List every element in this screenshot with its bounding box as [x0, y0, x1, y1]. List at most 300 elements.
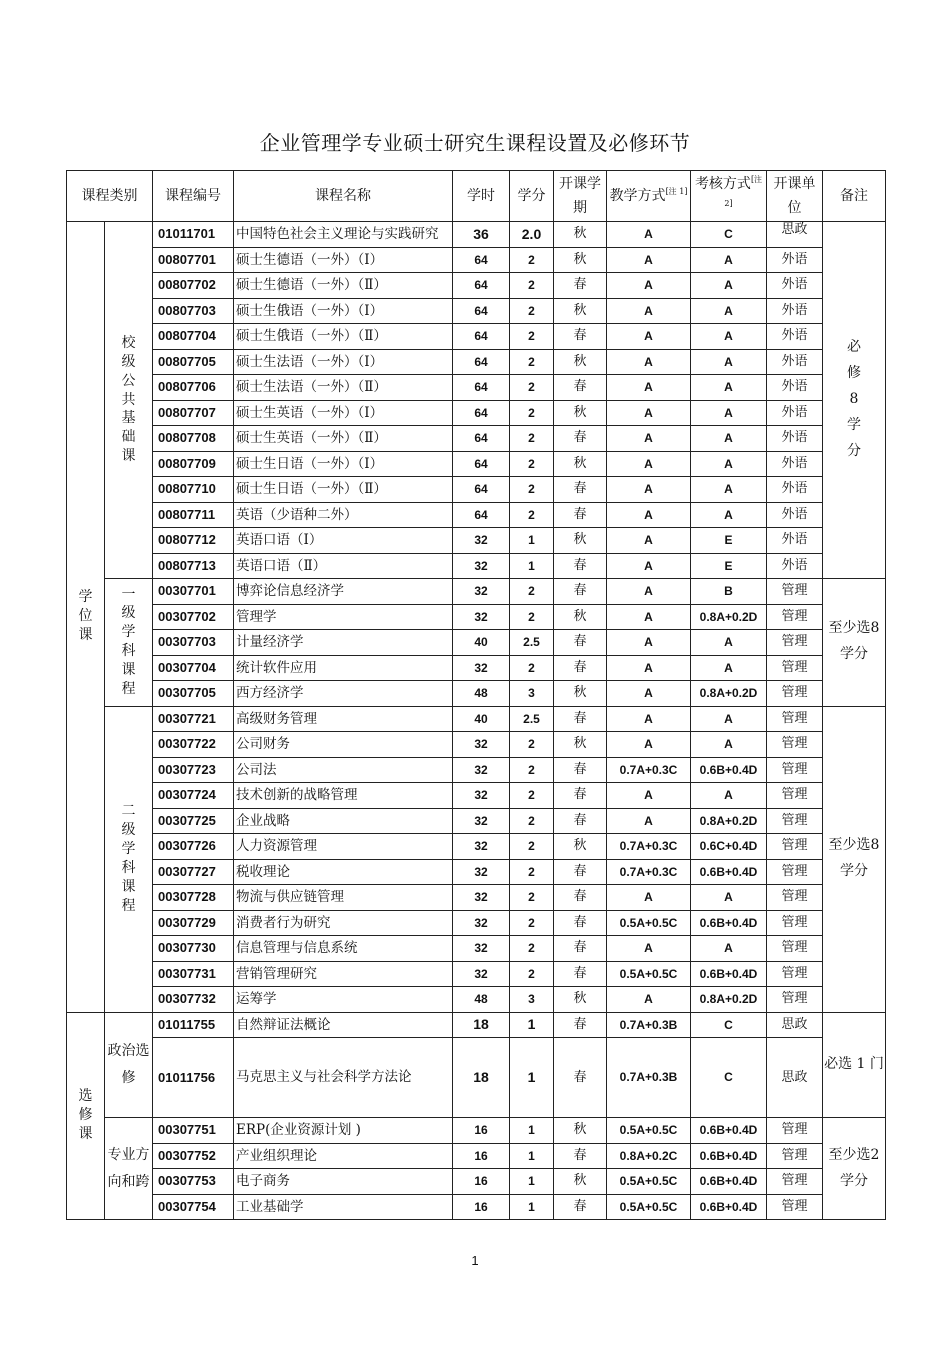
course-teach: A — [607, 885, 691, 911]
course-code: 00807703 — [153, 298, 234, 324]
course-hours: 32 — [453, 783, 510, 809]
course-credits: 2 — [510, 298, 554, 324]
course-unit: 管理 — [767, 834, 823, 860]
course-teach: 0.8A+0.2C — [607, 1143, 691, 1169]
course-table — [66, 170, 886, 1220]
course-term: 春 — [554, 655, 607, 681]
course-unit: 管理 — [767, 1143, 823, 1169]
course-teach: 0.7A+0.3B — [607, 1038, 691, 1118]
course-code: 00307729 — [153, 910, 234, 936]
course-row — [67, 885, 886, 911]
header-teach-label: 教学方式 — [609, 187, 666, 204]
course-term: 春 — [554, 936, 607, 962]
course-credits: 2 — [510, 451, 554, 477]
course-exam: A — [691, 400, 767, 426]
course-teach: A — [607, 936, 691, 962]
course-exam: A — [691, 783, 767, 809]
course-unit: 管理 — [767, 1118, 823, 1144]
course-unit: 管理 — [767, 706, 823, 732]
course-code: 00307701 — [153, 579, 234, 605]
course-credits: 2 — [510, 783, 554, 809]
course-row — [67, 528, 886, 554]
course-code: 01011701 — [153, 222, 234, 248]
course-hours: 32 — [453, 834, 510, 860]
course-unit: 管理 — [767, 936, 823, 962]
remark-politics: 必选 1 门 — [823, 1012, 886, 1118]
course-row — [67, 1194, 886, 1220]
course-name: 统计软件应用 — [234, 655, 453, 681]
course-row — [67, 553, 886, 579]
course-unit: 外语 — [767, 502, 823, 528]
course-credits: 2.0 — [510, 222, 554, 248]
course-exam: E — [691, 528, 767, 554]
course-row — [67, 1169, 886, 1195]
course-row — [67, 247, 886, 273]
course-name: 消费者行为研究 — [234, 910, 453, 936]
course-row — [67, 834, 886, 860]
course-hours: 36 — [453, 222, 510, 248]
course-teach: A — [607, 273, 691, 299]
course-term: 春 — [554, 885, 607, 911]
course-term: 秋 — [554, 247, 607, 273]
course-exam: 0.6B+0.4D — [691, 1118, 767, 1144]
course-term: 秋 — [554, 349, 607, 375]
course-hours: 16 — [453, 1143, 510, 1169]
course-name: 博弈论信息经济学 — [234, 579, 453, 605]
header-teach-note: [注 1] — [665, 186, 688, 196]
course-teach: 0.7A+0.3C — [607, 834, 691, 860]
course-credits: 1 — [510, 1143, 554, 1169]
course-row — [67, 298, 886, 324]
course-name: 英语口语（Ⅱ） — [234, 553, 453, 579]
course-unit: 外语 — [767, 400, 823, 426]
group-label: 二级学科课程 — [121, 803, 136, 914]
course-hours: 32 — [453, 910, 510, 936]
remark-second-level: 至少选8学分 — [823, 706, 886, 1012]
course-hours: 64 — [453, 375, 510, 401]
course-term: 秋 — [554, 604, 607, 630]
course-term: 秋 — [554, 834, 607, 860]
course-teach: 0.5A+0.5C — [607, 1194, 691, 1220]
header-exam-note: [注 2] — [724, 174, 763, 208]
course-name: 硕士生俄语（一外）（Ⅱ） — [234, 324, 453, 350]
course-name: 运筹学 — [234, 987, 453, 1013]
course-row — [67, 936, 886, 962]
course-hours: 64 — [453, 426, 510, 452]
course-teach: A — [607, 324, 691, 350]
course-exam: 0.8A+0.2D — [691, 808, 767, 834]
group-politics: 政治选修 — [105, 1012, 153, 1118]
course-term: 秋 — [554, 1169, 607, 1195]
course-credits: 2 — [510, 400, 554, 426]
header-hours: 学时 — [453, 171, 510, 222]
course-exam: 0.6B+0.4D — [691, 1194, 767, 1220]
course-exam: A — [691, 349, 767, 375]
course-credits: 2 — [510, 859, 554, 885]
course-hours: 16 — [453, 1169, 510, 1195]
course-row — [67, 1118, 886, 1144]
course-name: 西方经济学 — [234, 681, 453, 707]
course-unit: 管理 — [767, 783, 823, 809]
course-code: 00807706 — [153, 375, 234, 401]
course-credits: 2 — [510, 502, 554, 528]
header-category: 课程类别 — [67, 171, 153, 222]
course-name: 管理学 — [234, 604, 453, 630]
course-name: 企业战略 — [234, 808, 453, 834]
header-code: 课程编号 — [153, 171, 234, 222]
course-code: 00807711 — [153, 502, 234, 528]
course-hours: 16 — [453, 1194, 510, 1220]
course-exam: C — [691, 1012, 767, 1038]
course-teach: 0.5A+0.5C — [607, 961, 691, 987]
course-term: 春 — [554, 783, 607, 809]
course-hours: 18 — [453, 1038, 510, 1118]
course-credits: 2 — [510, 936, 554, 962]
course-term: 春 — [554, 706, 607, 732]
course-teach: A — [607, 579, 691, 605]
course-unit: 外语 — [767, 426, 823, 452]
course-exam: A — [691, 732, 767, 758]
course-exam: C — [691, 1038, 767, 1118]
course-code: 00307731 — [153, 961, 234, 987]
course-credits: 1 — [510, 528, 554, 554]
course-code: 00807709 — [153, 451, 234, 477]
course-hours: 64 — [453, 451, 510, 477]
course-row — [67, 706, 886, 732]
course-row — [67, 808, 886, 834]
course-exam: 0.6C+0.4D — [691, 834, 767, 860]
group-second-level — [105, 706, 153, 1012]
course-row — [67, 400, 886, 426]
course-row — [67, 451, 886, 477]
course-term: 春 — [554, 961, 607, 987]
group-degree — [67, 222, 105, 1013]
course-row — [67, 987, 886, 1013]
header-remark: 备注 — [823, 171, 886, 222]
course-row — [67, 502, 886, 528]
course-unit: 思政 — [767, 1012, 823, 1038]
group-label: 选修课 — [78, 1088, 93, 1143]
course-row — [67, 324, 886, 350]
header-teach — [607, 171, 691, 222]
course-hours: 18 — [453, 1012, 510, 1038]
remark-school-public: 必修8学分 — [823, 222, 886, 579]
course-unit: 管理 — [767, 757, 823, 783]
header-credits: 学分 — [510, 171, 554, 222]
course-teach: A — [607, 528, 691, 554]
group-major: 专业方向和跨 — [105, 1118, 153, 1220]
course-term: 秋 — [554, 451, 607, 477]
course-code: 01011756 — [153, 1038, 234, 1118]
course-term: 秋 — [554, 298, 607, 324]
course-hours: 32 — [453, 655, 510, 681]
course-hours: 16 — [453, 1118, 510, 1144]
remark-first-level: 至少选8学分 — [823, 579, 886, 707]
course-exam: 0.8A+0.2D — [691, 681, 767, 707]
course-credits: 2 — [510, 273, 554, 299]
course-term: 春 — [554, 324, 607, 350]
course-unit: 外语 — [767, 273, 823, 299]
course-exam: A — [691, 451, 767, 477]
course-hours: 32 — [453, 961, 510, 987]
course-teach: A — [607, 502, 691, 528]
course-term: 春 — [554, 1143, 607, 1169]
course-name: 信息管理与信息系统 — [234, 936, 453, 962]
course-hours: 32 — [453, 579, 510, 605]
course-unit: 管理 — [767, 604, 823, 630]
course-hours: 64 — [453, 502, 510, 528]
course-teach: A — [607, 553, 691, 579]
course-teach: A — [607, 681, 691, 707]
course-name: 硕士生英语（一外）（Ⅰ） — [234, 400, 453, 426]
course-name: 硕士生法语（一外）（Ⅰ） — [234, 349, 453, 375]
course-hours: 64 — [453, 247, 510, 273]
course-unit: 外语 — [767, 349, 823, 375]
course-name: 英语口语（Ⅰ） — [234, 528, 453, 554]
course-credits: 1 — [510, 1038, 554, 1118]
course-unit: 管理 — [767, 859, 823, 885]
course-name: 硕士生俄语（一外）（Ⅰ） — [234, 298, 453, 324]
course-exam: 0.6B+0.4D — [691, 1169, 767, 1195]
course-exam: 0.6B+0.4D — [691, 1143, 767, 1169]
course-code: 00807708 — [153, 426, 234, 452]
course-unit: 管理 — [767, 910, 823, 936]
course-hours: 64 — [453, 324, 510, 350]
course-term: 春 — [554, 1038, 607, 1118]
course-teach: A — [607, 247, 691, 273]
course-term: 春 — [554, 859, 607, 885]
course-name: 硕士生日语（一外）（Ⅱ） — [234, 477, 453, 503]
course-code: 00307751 — [153, 1118, 234, 1144]
course-exam: A — [691, 477, 767, 503]
course-name: 技术创新的战略管理 — [234, 783, 453, 809]
course-exam: B — [691, 579, 767, 605]
course-unit: 外语 — [767, 553, 823, 579]
course-code: 00807704 — [153, 324, 234, 350]
course-code: 00307723 — [153, 757, 234, 783]
group-elective — [67, 1012, 105, 1220]
header-exam-label: 考核方式 — [694, 175, 751, 192]
page-title: 企业管理学专业硕士研究生课程设置及必修环节 — [259, 131, 691, 155]
course-exam: A — [691, 655, 767, 681]
course-teach: A — [607, 655, 691, 681]
course-row — [67, 1143, 886, 1169]
course-hours: 32 — [453, 553, 510, 579]
course-name: 硕士生英语（一外）（Ⅱ） — [234, 426, 453, 452]
course-unit: 外语 — [767, 324, 823, 350]
course-code: 00307702 — [153, 604, 234, 630]
course-teach: 0.7A+0.3B — [607, 1012, 691, 1038]
course-code: 00307728 — [153, 885, 234, 911]
course-unit: 管理 — [767, 655, 823, 681]
course-credits: 2 — [510, 961, 554, 987]
course-code: 00307732 — [153, 987, 234, 1013]
course-code: 00307724 — [153, 783, 234, 809]
group-label: 校级公共基础课 — [121, 334, 136, 465]
course-name: 马克思主义与社会科学方法论 — [234, 1038, 453, 1118]
course-row — [67, 630, 886, 656]
course-row — [67, 222, 886, 248]
course-code: 00307705 — [153, 681, 234, 707]
course-teach: A — [607, 987, 691, 1013]
course-name: 电子商务 — [234, 1169, 453, 1195]
course-hours: 32 — [453, 604, 510, 630]
course-term: 秋 — [554, 400, 607, 426]
course-hours: 64 — [453, 349, 510, 375]
course-credits: 1 — [510, 1118, 554, 1144]
course-exam: 0.6B+0.4D — [691, 757, 767, 783]
course-exam: A — [691, 426, 767, 452]
course-row — [67, 349, 886, 375]
course-code: 00807713 — [153, 553, 234, 579]
group-first-level — [105, 579, 153, 707]
course-term: 秋 — [554, 732, 607, 758]
course-name: 中国特色社会主义理论与实践研究 — [234, 222, 453, 248]
course-row — [67, 426, 886, 452]
course-term: 春 — [554, 910, 607, 936]
course-unit: 管理 — [767, 1169, 823, 1195]
course-row — [67, 732, 886, 758]
course-credits: 2 — [510, 247, 554, 273]
course-term: 春 — [554, 273, 607, 299]
course-term: 春 — [554, 757, 607, 783]
course-teach: A — [607, 808, 691, 834]
course-credits: 2 — [510, 477, 554, 503]
course-teach: A — [607, 706, 691, 732]
course-credits: 3 — [510, 987, 554, 1013]
course-credits: 2 — [510, 375, 554, 401]
course-unit: 思政 — [767, 222, 823, 248]
page-number: 1 — [471, 1253, 479, 1268]
course-name: 公司财务 — [234, 732, 453, 758]
course-unit: 管理 — [767, 961, 823, 987]
course-term: 秋 — [554, 1118, 607, 1144]
course-exam: A — [691, 885, 767, 911]
group-label: 一级学科课程 — [121, 586, 136, 698]
course-term: 春 — [554, 808, 607, 834]
course-term: 春 — [554, 1012, 607, 1038]
course-name: 产业组织理论 — [234, 1143, 453, 1169]
course-term: 秋 — [554, 681, 607, 707]
course-teach: A — [607, 451, 691, 477]
course-name: 自然辩证法概论 — [234, 1012, 453, 1038]
course-unit: 外语 — [767, 375, 823, 401]
course-term: 秋 — [554, 222, 607, 248]
course-hours: 32 — [453, 757, 510, 783]
course-name: 营销管理研究 — [234, 961, 453, 987]
course-credits: 2.5 — [510, 630, 554, 656]
course-code: 00307721 — [153, 706, 234, 732]
course-credits: 2 — [510, 604, 554, 630]
course-code: 00307703 — [153, 630, 234, 656]
course-teach: A — [607, 349, 691, 375]
course-term: 春 — [554, 426, 607, 452]
course-hours: 64 — [453, 298, 510, 324]
course-term: 春 — [554, 553, 607, 579]
course-teach: A — [607, 604, 691, 630]
course-term: 春 — [554, 477, 607, 503]
course-name: 硕士生德语（一外）（Ⅱ） — [234, 273, 453, 299]
course-teach: 0.5A+0.5C — [607, 1169, 691, 1195]
course-credits: 2 — [510, 757, 554, 783]
course-row — [67, 604, 886, 630]
course-code: 00307726 — [153, 834, 234, 860]
course-name: 人力资源管理 — [234, 834, 453, 860]
course-exam: A — [691, 706, 767, 732]
course-teach: A — [607, 222, 691, 248]
course-term: 春 — [554, 579, 607, 605]
course-exam: E — [691, 553, 767, 579]
course-hours: 32 — [453, 885, 510, 911]
course-credits: 2 — [510, 324, 554, 350]
course-hours: 64 — [453, 273, 510, 299]
header-unit: 开课单位 — [767, 171, 823, 222]
course-credits: 2.5 — [510, 706, 554, 732]
course-hours: 32 — [453, 936, 510, 962]
course-row — [67, 375, 886, 401]
header-row — [67, 171, 886, 222]
course-unit: 管理 — [767, 987, 823, 1013]
course-credits: 2 — [510, 910, 554, 936]
course-teach: A — [607, 426, 691, 452]
course-teach: 0.5A+0.5C — [607, 1118, 691, 1144]
course-row — [67, 273, 886, 299]
course-hours: 32 — [453, 808, 510, 834]
group-label: 学位课 — [78, 589, 93, 644]
course-unit: 外语 — [767, 298, 823, 324]
course-unit: 思政 — [767, 1038, 823, 1118]
header-name: 课程名称 — [234, 171, 453, 222]
course-name: 工业基础学 — [234, 1194, 453, 1220]
course-row — [67, 757, 886, 783]
course-exam: A — [691, 298, 767, 324]
course-row — [67, 910, 886, 936]
course-credits: 3 — [510, 681, 554, 707]
course-teach: A — [607, 298, 691, 324]
course-credits: 2 — [510, 349, 554, 375]
course-row — [67, 783, 886, 809]
course-name: 税收理论 — [234, 859, 453, 885]
course-row — [67, 655, 886, 681]
course-code: 01011755 — [153, 1012, 234, 1038]
course-exam: C — [691, 222, 767, 248]
course-row — [67, 1038, 886, 1118]
course-term: 春 — [554, 502, 607, 528]
course-teach: 0.7A+0.3C — [607, 859, 691, 885]
course-code: 00307730 — [153, 936, 234, 962]
course-row — [67, 681, 886, 707]
course-credits: 2 — [510, 426, 554, 452]
course-row — [67, 579, 886, 605]
course-name: ERP(企业资源计划 ) — [234, 1118, 453, 1144]
course-code: 00307722 — [153, 732, 234, 758]
course-exam: 0.8A+0.2D — [691, 987, 767, 1013]
course-name: 计量经济学 — [234, 630, 453, 656]
course-term: 秋 — [554, 528, 607, 554]
course-name: 硕士生日语（一外）（Ⅰ） — [234, 451, 453, 477]
course-hours: 32 — [453, 732, 510, 758]
course-code: 00307727 — [153, 859, 234, 885]
course-hours: 32 — [453, 528, 510, 554]
course-credits: 1 — [510, 1194, 554, 1220]
course-unit: 管理 — [767, 732, 823, 758]
course-exam: A — [691, 273, 767, 299]
course-name: 硕士生德语（一外）（Ⅰ） — [234, 247, 453, 273]
course-code: 00807712 — [153, 528, 234, 554]
course-teach: A — [607, 630, 691, 656]
course-credits: 2 — [510, 808, 554, 834]
course-hours: 48 — [453, 681, 510, 707]
